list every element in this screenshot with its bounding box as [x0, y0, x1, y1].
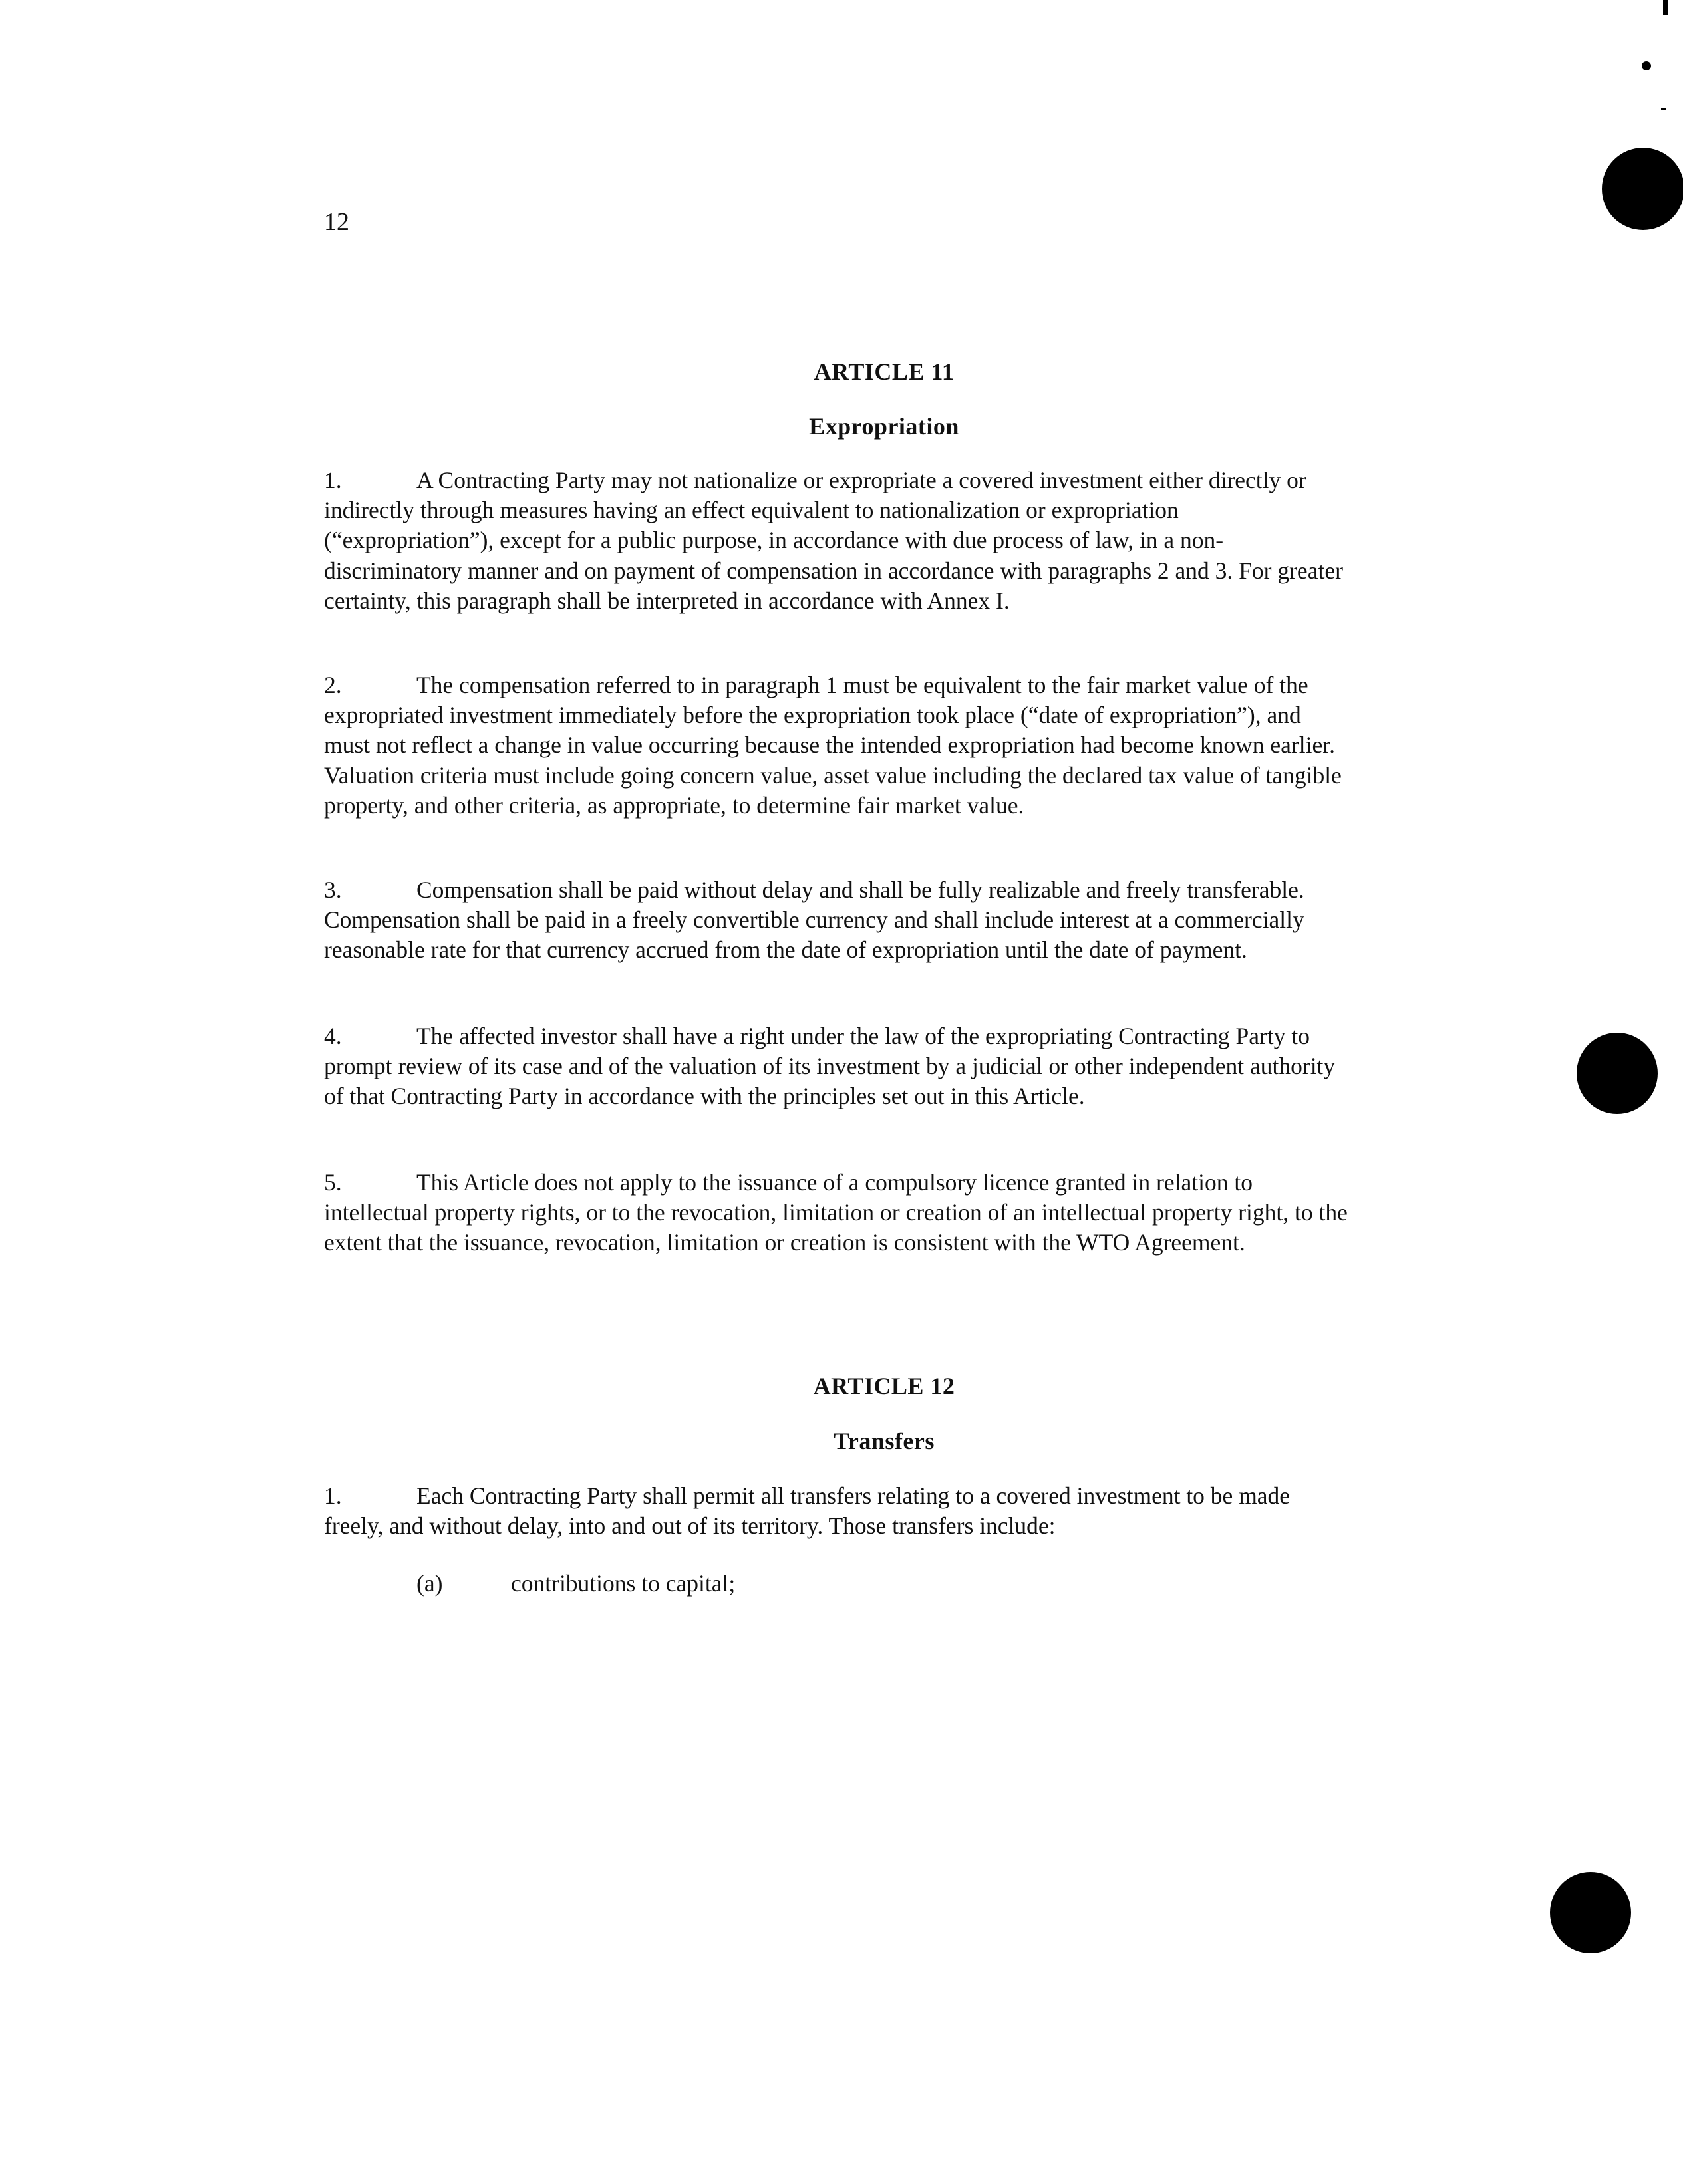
- sub-item-marker: (a): [416, 1570, 443, 1597]
- paragraph-number: 5.: [324, 1169, 342, 1196]
- paragraph-number: 3.: [324, 877, 342, 903]
- paragraph-number: 1.: [324, 467, 342, 493]
- page-number: 12: [324, 208, 349, 236]
- article-11-paragraph-1: [324, 466, 1348, 616]
- punch-hole-bottom: [1550, 1872, 1631, 1953]
- paragraph-text: This Article does not apply to the issuance of a compulsory licence granted in relation to intellectual property rights, or to the revocation, limitation or creation of an intellectual property right, to the extent that the issuance, revocation, limitation or creation is consistent with the WTO Agreement.: [324, 1169, 1348, 1256]
- paragraph-number: 1.: [324, 1482, 342, 1509]
- paragraph-text: A Contracting Party may not nationalize or expropriate a covered investment either directly or indirectly through measures having an effect equivalent to nationalization or expropriation (“expropriation”), except for a public purpose, in accordance with due process of law, in a non-discriminatory manner and on payment of compensation in accordance with paragraphs 2 and 3. For greater certainty, this paragraph shall be interpreted in accordance with Annex I.: [324, 467, 1343, 614]
- article-11-paragraph-5: [324, 1168, 1348, 1258]
- sub-item-text: contributions to capital;: [511, 1570, 736, 1597]
- article-11-paragraph-2: [324, 670, 1348, 821]
- article-11-paragraph-3: [324, 875, 1348, 966]
- paragraph-text: The compensation referred to in paragraph 1 must be equivalent to the fair market value of the expropriated investment immediately before the expropriation took place (“date of expropriation”), and must not reflect a change in value occurring because the intended expropriation had become known earlier. Valuation criteria must include going concern value, asset value including the declared tax value of tangible property, and other criteria, as appropriate, to determine fair market value.: [324, 672, 1342, 819]
- article-12-paragraph-1: [324, 1481, 1348, 1541]
- scan-speck: [1642, 61, 1651, 70]
- paragraph-number: 2.: [324, 672, 342, 698]
- article-12-heading: ARTICLE 12: [813, 1373, 955, 1399]
- article-11-heading: ARTICLE 11: [814, 358, 955, 385]
- article-12-sub-item-a: [416, 1568, 735, 1599]
- article-11-title: Expropriation: [809, 413, 959, 440]
- paragraph-text: The affected investor shall have a right under the law of the expropriating Contracting Party to prompt review of its case and of the valuation of its investment by a judicial or other independent authority of that Contracting Party in accordance with the principles set out in this Article.: [324, 1023, 1336, 1110]
- paragraph-number: 4.: [324, 1023, 342, 1049]
- paragraph-text: Each Contracting Party shall permit all transfers relating to a covered investment to be made freely, and without delay, into and out of its territory. Those transfers include:: [324, 1482, 1291, 1540]
- article-11-paragraph-4: [324, 1022, 1348, 1112]
- scan-speck: [1663, 0, 1668, 15]
- paragraph-text: Compensation shall be paid without delay and shall be fully realizable and freely transferable. Compensation shall be paid in a freely convertible currency and shall include interest at a commercially reasonable rate for that currency accrued from the date of expropriation until the date of payment.: [324, 877, 1304, 964]
- scan-speck: [1661, 108, 1666, 110]
- punch-hole-middle: [1577, 1033, 1658, 1114]
- punch-hole-top: [1602, 148, 1683, 230]
- article-12-title: Transfers: [834, 1428, 935, 1454]
